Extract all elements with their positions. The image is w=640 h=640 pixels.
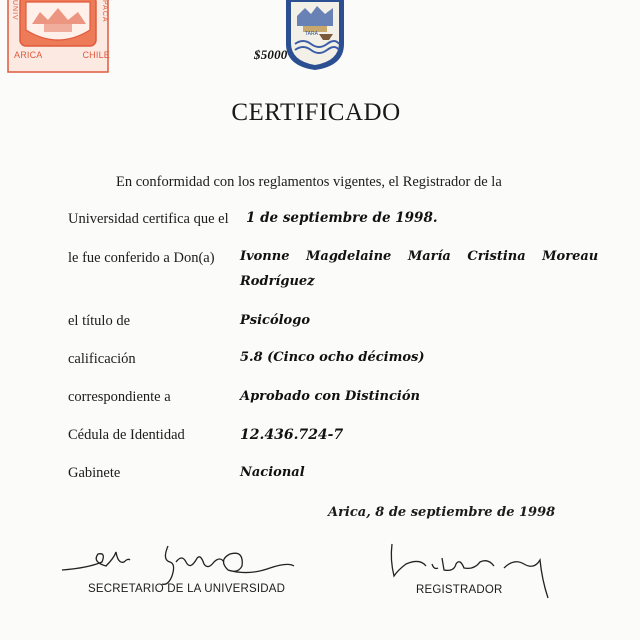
field-label-grade: calificación: [68, 351, 136, 367]
field-value-honors: Aprobado con Distinción: [240, 389, 420, 404]
field-value-grade: 5.8 (Cinco ocho décimos): [240, 350, 425, 365]
field-label-id: Cédula de Identidad: [68, 427, 185, 443]
registrar-title: REGISTRADOR: [416, 584, 503, 596]
intro-line-1: En conformidad con los reglamentos vigentes, el Registrador de la: [116, 174, 502, 190]
field-value-title: Psicólogo: [240, 313, 310, 328]
stamp-top-left-text: UNIV: [11, 0, 18, 21]
award-date: 1 de septiembre de 1998.: [246, 210, 438, 226]
stamp-top-right-text: PACA: [101, 0, 108, 23]
field-label-office: Gabinete: [68, 465, 121, 481]
field-label-title: el título de: [68, 313, 131, 329]
stamp-left-text: ARICA: [14, 50, 43, 60]
field-value-name-cont: Rodríguez: [240, 274, 315, 289]
secretary-title: SECRETARIO DE LA UNIVERSIDAD: [88, 583, 286, 595]
stamp-value-row: [14, 47, 288, 62]
field-value-name: Ivonne Magdelaine María Cristina Moreau: [240, 249, 599, 264]
field-label-honors: correspondiente a: [68, 389, 171, 405]
stamp-frame-icon: [6, 0, 110, 74]
certificate-title: CERTIFICADO: [231, 99, 401, 126]
stamp-value: $5000: [254, 47, 288, 62]
intro-line-2-label: Universidad certifica que el: [68, 211, 229, 227]
field-value-id: 12.436.724-7: [240, 427, 344, 443]
university-crest: [283, 0, 347, 72]
revenue-stamp: [6, 0, 288, 74]
stamp-right-text: CHILE: [82, 50, 110, 60]
place-date: Arica, 8 de septiembre de 1998: [328, 505, 556, 520]
crest-banner: TARA: [305, 31, 318, 37]
field-label-name: le fue conferido a Don(a): [68, 250, 215, 266]
field-value-office: Nacional: [240, 465, 305, 480]
